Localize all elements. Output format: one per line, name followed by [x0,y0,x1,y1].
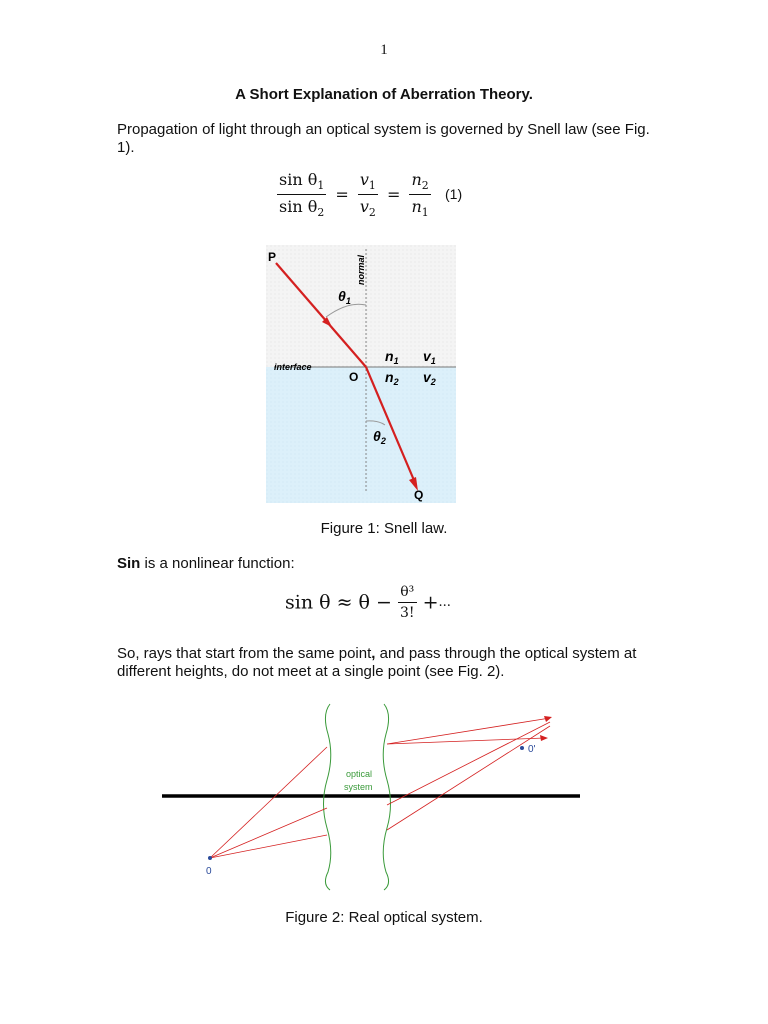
eq1-lhs-den-sub: 2 [317,206,325,220]
ray-mid-in [210,808,327,858]
eq1-fraction-velocities [358,170,378,219]
ray-lower-in [210,835,327,858]
rays-comma: , [371,645,376,662]
label-normal: normal [356,254,366,285]
eq1-lhs-den: sin θ [279,197,318,217]
equation-snell-law [277,170,431,219]
eq1-fraction-indices [409,170,430,219]
eq1-mid-den-sub: 2 [368,206,376,220]
eq1-mid-num-sub: 1 [368,179,376,193]
equation-taylor [285,584,451,621]
image-label: 0' [528,744,536,755]
eq1-equals-2: = [386,185,401,205]
eq2-plus: + [422,591,439,614]
sin-rest: is a nonlinear function: [140,555,295,572]
label-theta1: $\theta_1$ [338,288,351,306]
figure-optical-system [150,700,590,892]
eq1-lhs-num-sub: 1 [317,179,325,193]
label-theta2: $\theta_2$ [373,428,386,446]
document-title: A Short Explanation of Aberration Theory. [235,86,533,103]
label-interface: interface [274,362,312,372]
image-point [520,746,524,750]
label-n1: $n_1$ [385,348,399,366]
label-P: P [268,250,277,264]
eq1-mid-den: v [359,197,369,217]
ray-lower-out [387,726,550,830]
object-point [208,856,212,860]
eq1-mid-num: v [359,170,369,189]
optical-label-1: optical [346,769,373,779]
paragraph-rays [117,645,662,681]
eq1-equals-1: = [335,185,349,205]
eq1-rhs-num: n [411,170,422,189]
arrowhead-1 [544,716,552,722]
ray-mid-out [387,722,550,805]
arrowhead-2 [540,735,548,741]
eq1-rhs-den: n [411,197,422,217]
ray-paraxial [387,738,545,744]
eq2-fraction [398,584,417,621]
eq2-num: θ³ [398,584,417,603]
eq1-lhs-num: sin θ [279,170,318,189]
ray-upper-out [387,718,550,744]
object-label: 0 [206,866,212,877]
eq2-ellipsis: ... [438,595,451,610]
eq1-fraction-sines [277,170,326,219]
figure1-caption: Figure 1: Snell law. [320,520,448,537]
eq1-rhs-den-sub: 1 [421,206,429,220]
label-O: O [349,370,359,384]
rays-part1: So, rays that start from the same point [117,645,372,662]
label-Q: Q [414,488,424,502]
sin-bold: Sin [117,555,141,572]
paragraph-snell-intro: Propagation of light through an optical system is governed by Snell law (see Fig. 1). [117,121,650,156]
equation-number: (1) [445,186,463,202]
optical-label-2: system [344,782,373,792]
medium2-region [266,367,456,503]
eq2-den: 3! [400,605,415,621]
paragraph-sin-nonlinear [117,555,662,573]
label-v1: $v_1$ [423,348,436,366]
page-number: 1 [380,42,388,58]
label-n2: $n_2$ [385,369,399,387]
ray-upper-in [210,747,327,858]
figure-snell-law [266,245,456,503]
eq2-lhs: sin θ ≈ θ − [285,591,392,614]
eq1-rhs-num-sub: 2 [421,179,429,193]
figure2-caption: Figure 2: Real optical system. [285,909,483,926]
rays-part2: and pass through the optical system at different heights, do not meet at a single point (see Fig. 2). [117,645,637,680]
label-v2: $v_2$ [423,369,436,387]
